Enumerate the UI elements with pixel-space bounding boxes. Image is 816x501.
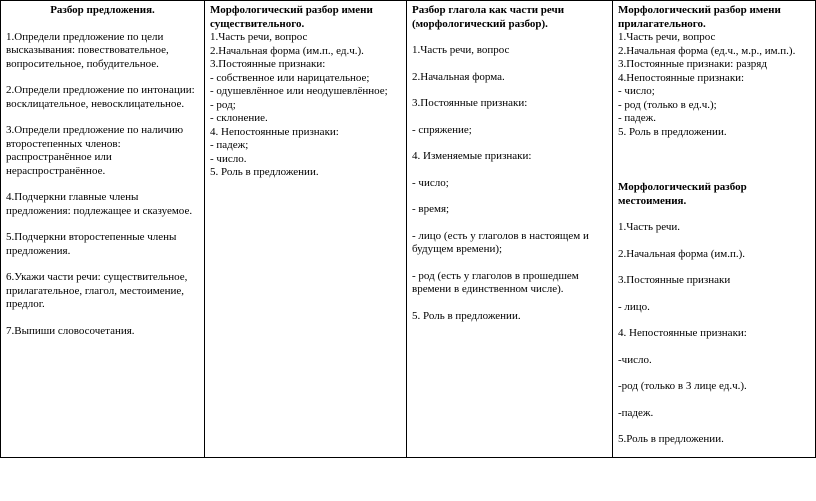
paragraph: - лицо. [618, 300, 650, 313]
paragraph: 2.Начальная форма (им.п.). [618, 247, 746, 260]
section-heading: Разбор глагола как части речи (морфологический разбор). [412, 4, 565, 30]
paragraph: 5.Роль в предложении. [618, 433, 724, 445]
section-heading: Морфологический разбор имени существительного. [210, 4, 373, 30]
paragraph: - лицо (есть у глаголов в настоящем и будущем времени); [412, 229, 589, 255]
table-column-noun-morphology [205, 1, 407, 457]
paragraph: - род; [210, 98, 236, 111]
paragraph: 5. Роль в предложении. [210, 166, 319, 178]
paragraph: - собственное или нарицательное; [210, 71, 370, 84]
paragraph: 2.Начальная форма (им.п., ед.ч.). [210, 44, 364, 57]
paragraph: - одушевлённое или неодушевлённое; [210, 85, 388, 97]
paragraph: 3.Постоянные признаки: [210, 58, 326, 70]
paragraph: 2.Определи предложение по интонации: восклицательное, невосклицательное. [6, 84, 195, 110]
section-heading: Морфологический разбор местоимения. [618, 181, 747, 207]
paragraph: 4. Непостоянные признаки: [618, 327, 747, 339]
paragraph: 3.Определи предложение по наличию второстепенных членов: распространённое или нераспространённое. [6, 124, 184, 177]
paragraph: - род (есть у глаголов в прошедшем времени в единственном числе). [412, 269, 579, 295]
paragraph: - падеж; [210, 139, 249, 151]
paragraph: 3.Постоянные признаки [618, 274, 731, 286]
paragraph: 2.Начальная форма (ед.ч., м.р., им.п.). [618, 44, 796, 57]
table-column-adjective-pronoun-morphology [613, 1, 815, 457]
paragraph: - склонение. [210, 112, 268, 124]
table-column-sentence-parsing [1, 1, 205, 457]
paragraph: - спряжение; [412, 123, 472, 136]
paragraph: 3.Постоянные признаки: разряд [618, 58, 767, 70]
paragraph: 1.Часть речи, вопрос [618, 31, 716, 43]
table-column-verb-parsing [407, 1, 613, 457]
paragraph: 1.Часть речи. [618, 221, 681, 233]
paragraph: -падеж. [618, 406, 654, 419]
paragraph: 1.Определи предложение по цели высказывания: повествовательное, вопросительное, побудительное. [6, 30, 169, 70]
paragraph: 4.Подчеркни главные члены предложения: подлежащее и сказуемое. [6, 191, 193, 217]
paragraph: 3.Постоянные признаки: [412, 97, 528, 109]
paragraph: 1.Часть речи, вопрос [210, 31, 308, 43]
paragraph: 4.Непостоянные признаки: [618, 71, 745, 84]
paragraph: 5.Подчеркни второстепенные члены предложения. [6, 231, 177, 257]
paragraph: - число; [412, 176, 449, 189]
paragraph: - падеж. [618, 112, 657, 124]
paragraph: 7.Выпиши словосочетания. [6, 324, 135, 337]
paragraph: - род (только в ед.ч.); [618, 98, 717, 111]
paragraph: -род (только в 3 лице ед.ч.). [618, 380, 747, 392]
section-heading: Разбор предложения. [50, 4, 155, 16]
paragraph: 6.Укажи части речи: существительное, прилагательное, глагол, местоимение, предлог. [6, 271, 188, 310]
paragraph: - число. [210, 152, 247, 165]
paragraph: 5. Роль в предложении. [618, 125, 727, 138]
paragraph: - число; [618, 85, 655, 97]
paragraph: - время; [412, 203, 450, 215]
paragraph: 1.Часть речи, вопрос [412, 44, 510, 56]
section-heading: Морфологический разбор имени прилагательного. [618, 4, 781, 30]
paragraph: -число. [618, 353, 652, 366]
paragraph: 5. Роль в предложении. [412, 309, 521, 322]
paragraph: 2.Начальная форма. [412, 70, 505, 83]
paragraph: 4. Непостоянные признаки: [210, 125, 339, 138]
paragraph: 4. Изменяемые признаки: [412, 150, 532, 162]
